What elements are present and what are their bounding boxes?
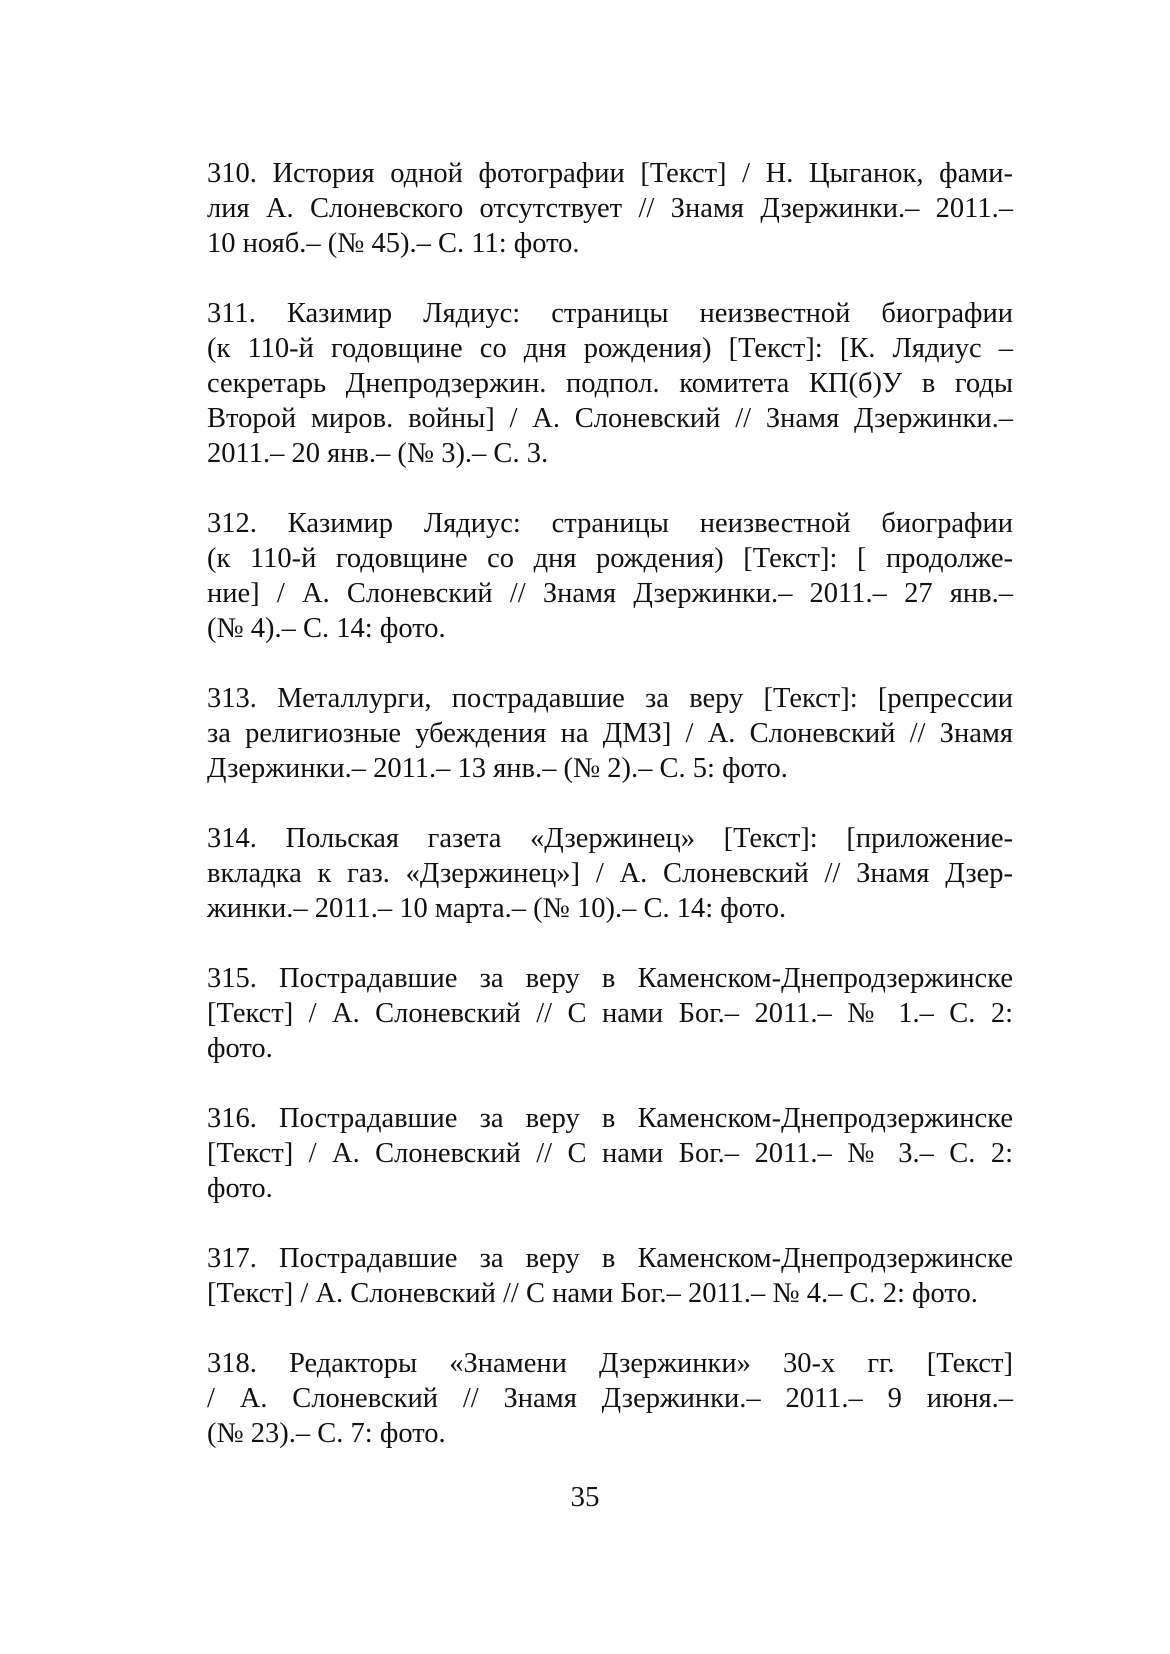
entry-line: 312. Казимир Лядиус: страницы неизвестной биографии	[207, 508, 1013, 539]
entry-line: (к 110-й годовщине со дня рождения) [Текст]: [К. Лядиус –	[207, 333, 1013, 364]
entry-line: 315. Пострадавшие за веру в Каменском-Днепродзержинске	[207, 963, 1013, 994]
entry-line: вкладка к газ. «Дзержинец»] / А. Слоневский // Знамя Дзер-	[207, 858, 1013, 889]
entry-line: секретарь Днепродзержин. подпол. комитета КП(б)У в годы	[207, 368, 1013, 399]
entry-line: жинки.– 2011.– 10 марта.– (№ 10).– С. 14: фото.	[207, 893, 787, 924]
bibliography-entry-310	[207, 156, 1013, 261]
bibliography-entry-314	[207, 821, 1013, 926]
bibliography-list	[207, 156, 1013, 1486]
bibliography-entry-318	[207, 1346, 1013, 1451]
entry-line: 316. Пострадавшие за веру в Каменском-Днепродзержинске	[207, 1103, 1013, 1134]
bibliography-entry-311	[207, 296, 1013, 471]
entry-line: ние] / А. Слоневский // Знамя Дзержинки.– 2011.– 27 янв.–	[207, 578, 1013, 609]
entry-line: 314. Польская газета «Дзержинец» [Текст]: [приложение-	[207, 823, 1013, 854]
entry-line: (№ 4).– С. 14: фото.	[207, 613, 446, 644]
entry-line: [Текст] / А. Слоневский // С нами Бог.– 2011.– № 4.– С. 2: фото.	[207, 1278, 978, 1309]
bibliography-entry-316	[207, 1101, 1013, 1206]
entry-line: 311. Казимир Лядиус: страницы неизвестной биографии	[207, 298, 1013, 329]
entry-line: / А. Слоневский // Знамя Дзержинки.– 2011.– 9 июня.–	[207, 1383, 1013, 1414]
entry-line: [Текст] / А. Слоневский // С нами Бог.– 2011.– № 3.– С. 2:	[207, 1138, 1013, 1169]
page-number: 35	[570, 1481, 600, 1513]
entry-line: 313. Металлурги, пострадавшие за веру [Текст]: [репрессии	[207, 683, 1013, 714]
entry-line: 317. Пострадавшие за веру в Каменском-Днепродзержинске	[207, 1243, 1013, 1274]
entry-line: (№ 23).– С. 7: фото.	[207, 1418, 446, 1449]
entry-line: 318. Редакторы «Знамени Дзержинки» 30-х гг. [Текст]	[207, 1348, 1013, 1379]
entry-line: лия А. Слоневского отсутствует // Знамя Дзержинки.– 2011.–	[207, 193, 1013, 224]
bibliography-entry-317	[207, 1241, 1013, 1311]
entry-line: фото.	[207, 1173, 273, 1204]
entry-line: 2011.– 20 янв.– (№ 3).– С. 3.	[207, 438, 549, 469]
entry-line: Второй миров. войны] / А. Слоневский // Знамя Дзержинки.–	[207, 403, 1013, 434]
bibliography-entry-315	[207, 961, 1013, 1066]
entry-line: 310. История одной фотографии [Текст] / Н. Цыганок, фами-	[207, 158, 1013, 189]
entry-line: 10 нояб.– (№ 45).– С. 11: фото.	[207, 228, 580, 259]
bibliography-entry-313	[207, 681, 1013, 786]
entry-line: (к 110-й годовщине со дня рождения) [Текст]: [ продолже-	[207, 543, 1013, 574]
entry-line: [Текст] / А. Слоневский // С нами Бог.– 2011.– № 1.– С. 2:	[207, 998, 1013, 1029]
entry-line: Дзержинки.– 2011.– 13 янв.– (№ 2).– С. 5: фото.	[207, 753, 788, 784]
bibliography-entry-312	[207, 506, 1013, 646]
entry-line: фото.	[207, 1033, 273, 1064]
entry-line: за религиозные убеждения на ДМЗ] / А. Слоневский // Знамя	[207, 718, 1013, 749]
